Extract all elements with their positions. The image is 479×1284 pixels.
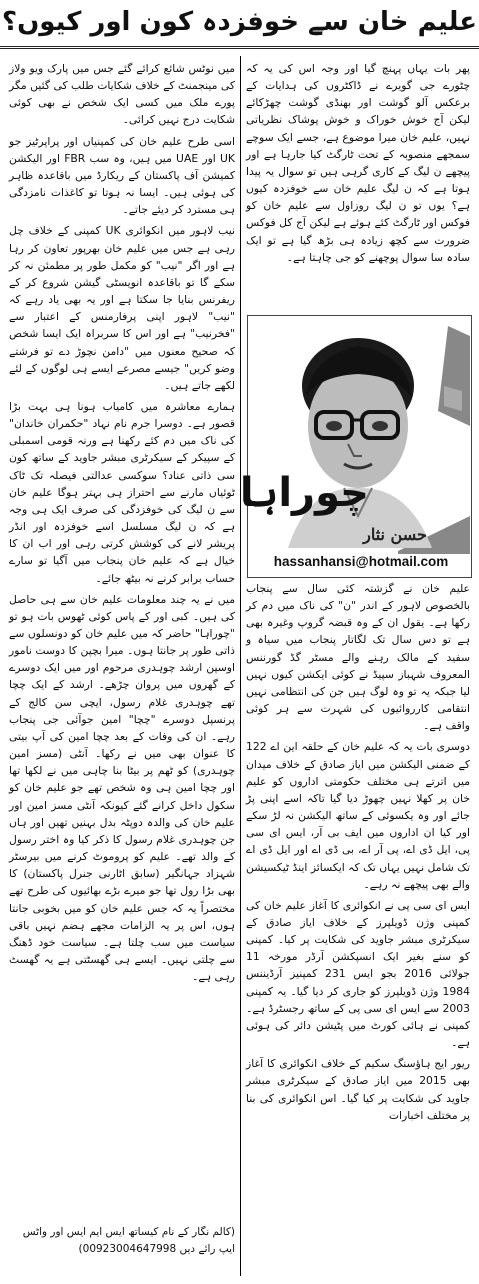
right-paragraph-5: ریور ایج ہاؤسنگ سکیم کے خلاف انکوائری کا آغاز بھی 2015 میں ایاز صادق کے سیکرٹری مبشر جاوید کی شکایت پر کیا گیا۔ اس انکوائری کی بنا پر مختلف اخبارات: [246, 1057, 470, 1122]
left-paragraph-5: میں نے یہ چند معلومات علیم خان سے ہی حاصل کی ہیں۔ کبی اور کے پاس کوئی ٹھوس بات ہو تو "چوراہا" حاضر کہ میں علیم خان کو دونسلوں سے ذاتی طور پر جانتا ہوں۔ میرا بچپن کا دوست نامور اوسپن ارشد چوہدری مرحوم اور میں ایک دوسرے کے گھروں میں پروان چڑھے۔ ارشد کے ایک چچا تھے چوہدری غلام رسول، ایچی سن کالج کے پرنسپل دوسرے "چچا" امین جوآئی جی پنجاب رہے۔ ان کی وفات کے بعد چچا امین کی آپ بیتی کا عنوان بھی میں نے رکھا۔ آنٹی (مسز امین چوہدری) کو ٹھم پر بیٹا بنا چاہی میں نے لکھا تھا اور چچا امین ہی وہ شخص تھے جو علیم خان کو سکول داخل کرانے گئے کیونکہ آنٹی مسز امین اور علیم خان کی والدہ دوپٹہ بدل بہنیں تھیں اور ہاں جن چوہدری غلام رسول کا ذکر کیا وہ اختر رسول کے والد تھے۔ علیم کو پروموٹ کرنے میں بیرسٹر شہزاد جہانگیر (سابق اٹارنی جنرل پاکستان) کا بھی بڑا رول تھا جو میرے بڑے بھائیوں کی طرح تھے مختصراً یہ کہ جس علیم خان کو میں بخوبی جانتا ہوں، اس پر یہ الزامات مجھے ہضم نہیں باقی سیاست میں سب چلتا ہے۔ سیاست خود ڈھنگ سے چلتی نہیں۔ ایسے ہی گھسٹتی ہے یہ گھسٹ رہی ہے۔: [9, 592, 235, 984]
right-paragraph-1: پھر بات یہاں پہنچ گیا اور وجہ اس کی یہ کہ چٹورے جی گویرے نے ڈاکٹروں کی ہدایات کے برعکس آلو گوشت اور بھنڈی گوشت چھڑکائے لیکن آج خوش خوراک و خوش پوشاک نظریاتی نہیں، علیم خان میرا موضوع ہے، جسے ایک سوچے سمجھے منصوبہ کے تحت ٹارگٹ کیا جارہا ہے اور پیچھے ن لیگ کے کاری گرہی ہیں تو سوال یہ پیدا ہوتا ہے کہ ن لیگ علیم خان سے خوفزدہ کیوں ہے؟ یوں تو ن لیگ روزاول سے علیم خان کو فوکس اور ٹارگٹ کئے ہوئے ہے لیکن آج کل فوکس ضرورت سے کچھ زیادہ ہی بڑھ گیا ہے تو ایک سادہ سا سوال پوچھنے کو جی چاہتا ہے۔: [246, 62, 470, 264]
left-paragraph-2: اسی طرح علیم خان کی کمپنیاں اور پراپرٹیز جو UK اور UAE میں ہیں، وہ سب FBR اور الیکشن کمیشن آف پاکستان کے ریکارڈ میں باقاعدہ ظاہر کی ہوئی ہیں۔ ایسا نہ ہوتا تو کاغذات نامزدگی ہی مسترد کر دیئے جاتے۔: [9, 134, 235, 217]
column-divider: [240, 56, 241, 1276]
left-column: [9, 60, 235, 1220]
right-paragraph-2: علیم خان نے گزشتہ کئی سال سے پنجاب بالخصوص لاہور کے اندر "ن" کی ناک میں دم کر رکھا ہے۔ یقول ان کے وہ قبضہ گروپ وغیرہ بھی ہے تو دس سال تک لگاتار پنجاب میں سیاہ و سفید کے مالک رہنے والے مسٹر گڈ گورننس المعروف شہباز سپیڈ نے کوئی ایکشن کیوں نہیں لیا جبکہ یہ تو وہ لوگ ہیں جن کی انتظامی نہیں انتقامی کارروائیوں کی شہرت سے ہر کوئی واقف ہے۔: [246, 582, 470, 733]
column-logo: چوراہا: [239, 470, 369, 516]
right-column: [239, 60, 470, 1275]
right-paragraph-3: دوسری بات یہ کہ علیم خان کے حلقہ این اے 122 کے ضمنی الیکشن میں ایاز صادق کے خلاف میدان میں اترتے ہی مختلف حکومتی اداروں کو علیم خان پر کھلا نہیں چھوڑ دیا گیا تاکہ اسے اپنی پڑ جائے اور وہ یکسوئی کے ساتھ الیکشن نہ لڑ سکے اور کیا ان اداروں میں ایف بی آر، ایس ای سی پی، ایل ڈی اے، پی آر اے، بی ڈی اے اور ایل ڈی اے تک شامل نہیں یہاں تک کہ ایکسائز اینڈ ٹیکسیشن والے بھی پیچھے نہ رہے۔: [246, 740, 470, 891]
left-paragraph-1: میں نوٹس شائع کرائے گئے جس میں پارک ویو ولاز کی مینجمنٹ کے خلاف شکایات طلب کی گئیں مگر پورے ملک میں کسی ایک شخص نے بھی کوئی شکایت درج نہیں کرائی۔: [9, 62, 235, 127]
left-paragraph-4: ہمارے معاشرہ میں کامیاب ہونا ہی بہت بڑا قصور ہے۔ دوسرا جرم نام نہاد "حکمران خاندان" کی ناک میں دم کئے رکھنا ہے ورنہ قومی اسمبلی کے سپیکر کے سیکرٹری مبشر جاوید کے ساتھ کون سی ذاتی عناد؟ سوکسی عدالتی فیصلہ تک ٹاک ٹوئیاں مارنے سے احتراز ہی بہتر ہوگا علیم خان سے ن لیگ کی خوفزدگی کی صرف ایک ہی وجہ ہے کہ ن لیگ مسلسل اسے خوفزدہ اور انڈر پریشر لانے کی کوشش کرتی رہی اور اب ان کا خیال ہے کہ علیم خان پنجاب میں آگیا تو سارے حساب برابر کرنے نہ بیٹھ جائے۔: [9, 399, 235, 585]
author-name: حسن نثار: [363, 525, 427, 544]
left-paragraph-3: نیب لاہور میں انکوائری UK کمپنی کے خلاف چل رہی ہے جس میں علیم خان بھرپور تعاون کر رہا ہے اور اگر "نیب" کو مکمل طور پر مطمئن نہ کر سکے گا تو باقاعدہ انویسٹی گیشن شروع کر کے ریفرنس بنایا جا سکتا ہے اور یہ بھی یاد رہے کہ "نیب" لاہور اپنی پرفارمنس کے اعتبار سے "فخرنیب" ہے اور اس کا سربراہ ایک ایسا شخص کہ صحیح معنوں میں "دامن نچوڑ دے تو فرشتے وضو کریں" جیسے مصرعے ایسے ہی لوگوں کے لئے لکھے جاتے ہیں۔: [9, 224, 235, 392]
author-email: hassanhansi@hotmail.com: [273, 554, 449, 569]
headline: علیم خان سے خوفزدہ کون اور کیوں؟: [2, 7, 477, 37]
footer-note: (کالم نگار کے نام کیساتھ ایس ایم ایس اور واٹس ایپ رائے دیں 00923004647998): [22, 1226, 235, 1255]
right-column-lower: [246, 580, 470, 1128]
headline-rule: [0, 46, 479, 49]
right-paragraph-4: ایس ای سی پی نے انکوائری کا آغاز علیم خان کی کمپنی وژن ڈویلپرز کے خلاف ایاز صادق کے سیکرٹری مبشر جاوید کی شکایت پر کیا۔ کمپنی کو سنے بغیر ایک انسپکشن آرڈر مورخہ 11 جولائی 2016 بجو ایس 231 کمپنیز آرڈیننس 1984 وژن ڈویلپرز کو جاری کر دیا گیا۔ یہ کمپنی 2003 سے ایس ای سی پی کے ساتھ رجسٹرڈ ہے۔ کمپنی نے ہائی کورٹ میں پٹیشن دائر کی ہوئی ہے۔: [246, 898, 470, 1050]
